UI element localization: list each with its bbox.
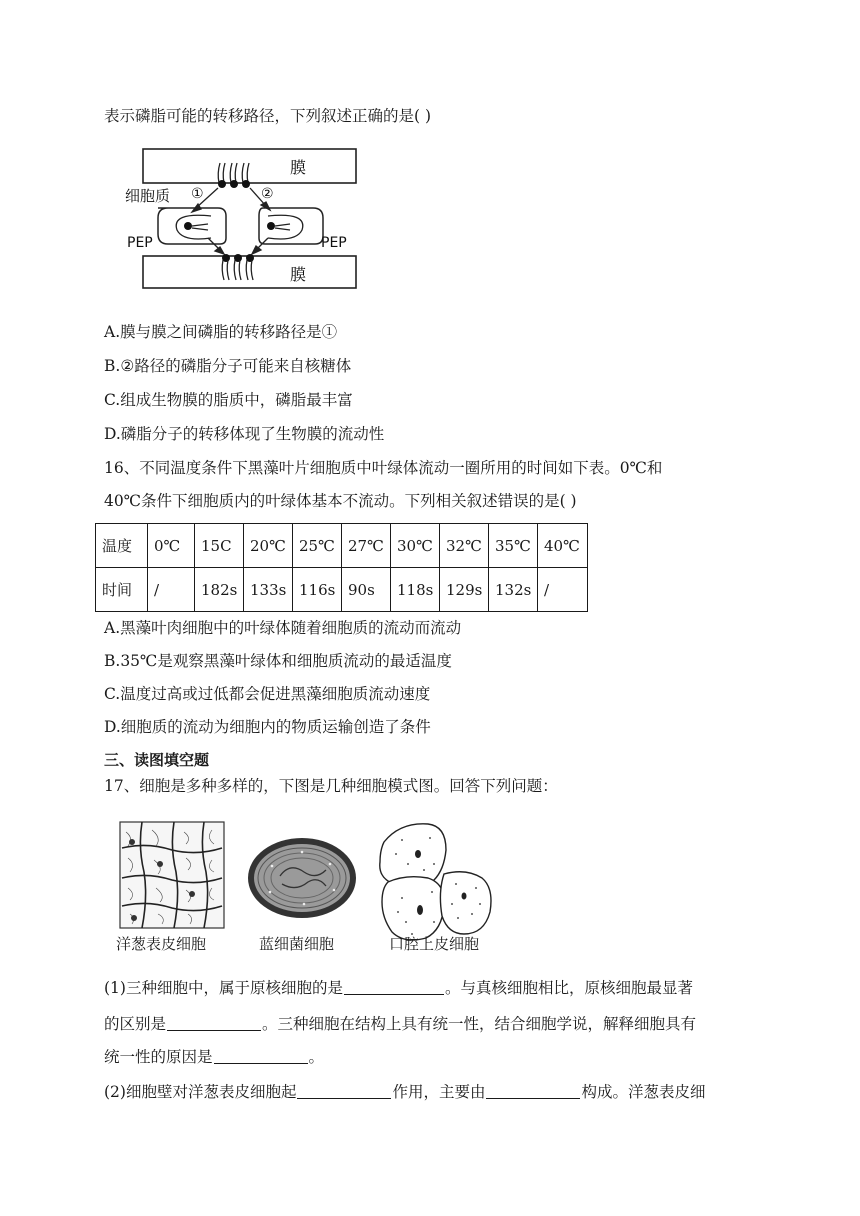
q15-option-b: B.②路径的磷脂分子可能来自核糖体	[104, 357, 352, 375]
q17-p1-text-b: 。与真核细胞相比，原核细胞最显著	[444, 979, 693, 997]
table-cell: 15C	[195, 524, 244, 568]
q17-p2-line	[104, 1081, 706, 1102]
q17-stem: 17、细胞是多种多样的，下图是几种细胞模式图。回答下列问题：	[104, 777, 558, 795]
pep-right-label: PEP	[321, 235, 347, 251]
q17-p1-line1	[104, 977, 693, 998]
table-row-temperature	[96, 524, 588, 568]
q17-p1-text-a: (1)三种细胞中，属于原核细胞的是	[104, 979, 343, 997]
q17-p1-text-c: 的区别是	[104, 1015, 167, 1033]
q17-p1-line3	[104, 1046, 324, 1067]
q17-p1-text-f: 。	[308, 1048, 325, 1066]
table-cell: 25℃	[293, 524, 342, 568]
q15-option-d: D.磷脂分子的转移体现了生物膜的流动性	[104, 425, 385, 443]
table-cell: 182s	[195, 568, 244, 612]
table-cell: 40℃	[538, 524, 588, 568]
table-cell: 90s	[342, 568, 391, 612]
section-title: 三、读图填空题	[104, 751, 210, 769]
q15-option-c: C.组成生物膜的脂质中，磷脂最丰富	[104, 391, 353, 409]
membrane-bottom-label: 膜	[290, 265, 307, 284]
table-row-time	[96, 568, 588, 612]
answer-blank-wall-function[interactable]	[297, 1081, 391, 1099]
answer-blank-prokaryote[interactable]	[344, 977, 444, 995]
cytoplasm-label: 细胞质	[125, 187, 171, 205]
table-cell: 32℃	[440, 524, 489, 568]
q15-option-a: A.膜与膜之间磷脂的转移路径是①	[104, 323, 338, 341]
q17-p1-text-d: 。三种细胞在结构上具有统一性，结合细胞学说，解释细胞具有	[262, 1015, 697, 1033]
phospholipid-transfer-figure	[118, 146, 368, 290]
answer-blank-wall-composition[interactable]	[486, 1081, 580, 1099]
path-1-label: ①	[191, 186, 204, 202]
question-intro: 表示磷脂可能的转移路径，下列叙述正确的是( )	[104, 107, 432, 125]
q16-stem-line1: 16、不同温度条件下黑藻叶片细胞质中叶绿体流动一圈所用的时间如下表。0℃和	[104, 459, 663, 477]
onion-cell-drawing	[120, 822, 224, 928]
membrane-top	[143, 149, 356, 183]
temperature-time-table	[95, 523, 588, 612]
table-cell: 35℃	[489, 524, 538, 568]
answer-blank-difference[interactable]	[167, 1013, 261, 1031]
table-cell: 30℃	[391, 524, 440, 568]
table-cell: 0℃	[148, 524, 195, 568]
pep-left-label: PEP	[127, 235, 153, 251]
q17-p1-line2	[104, 1013, 696, 1034]
q17-p1-text-e: 统一性的原因是	[104, 1048, 213, 1066]
q16-option-c: C.温度过高或过低都会促进黑藻细胞质流动速度	[104, 685, 431, 703]
q16-option-d: D.细胞质的流动为细胞内的物质运输创造了条件	[104, 718, 431, 736]
caption-oral-epithelial: 口腔上皮细胞	[389, 935, 480, 953]
cyanobacterium-drawing	[248, 838, 356, 918]
q16-stem-line2: 40℃条件下细胞质内的叶绿体基本不流动。下列相关叙述错误的是( )	[104, 492, 577, 510]
table-cell: /	[148, 568, 195, 612]
table-cell: 129s	[440, 568, 489, 612]
table-cell: 温度	[96, 524, 148, 568]
membrane-top-label: 膜	[290, 158, 307, 177]
path-2-label: ②	[261, 186, 274, 202]
table-cell: 116s	[293, 568, 342, 612]
q17-p2-text-c: 构成。洋葱表皮细	[581, 1083, 706, 1101]
table-cell: 133s	[244, 568, 293, 612]
top-lipids	[218, 163, 249, 183]
answer-blank-unity-reason[interactable]	[214, 1046, 308, 1064]
q17-p2-text-b: 作用，主要由	[392, 1083, 486, 1101]
table-cell: 132s	[489, 568, 538, 612]
table-cell: 118s	[391, 568, 440, 612]
table-cell: 20℃	[244, 524, 293, 568]
table-cell: 时间	[96, 568, 148, 612]
table-cell: 27℃	[342, 524, 391, 568]
q16-option-b: B.35℃是观察黑藻叶绿体和细胞质流动的最适温度	[104, 652, 452, 670]
q16-option-a: A.黑藻叶肉细胞中的叶绿体随着细胞质的流动而流动	[104, 619, 462, 637]
caption-cyanobacterium: 蓝细菌细胞	[259, 935, 335, 953]
table-cell: /	[538, 568, 588, 612]
caption-onion: 洋葱表皮细胞	[116, 935, 207, 953]
q17-p2-text-a: (2)细胞壁对洋葱表皮细胞起	[104, 1083, 297, 1101]
oral-epithelial-drawing	[380, 824, 491, 940]
